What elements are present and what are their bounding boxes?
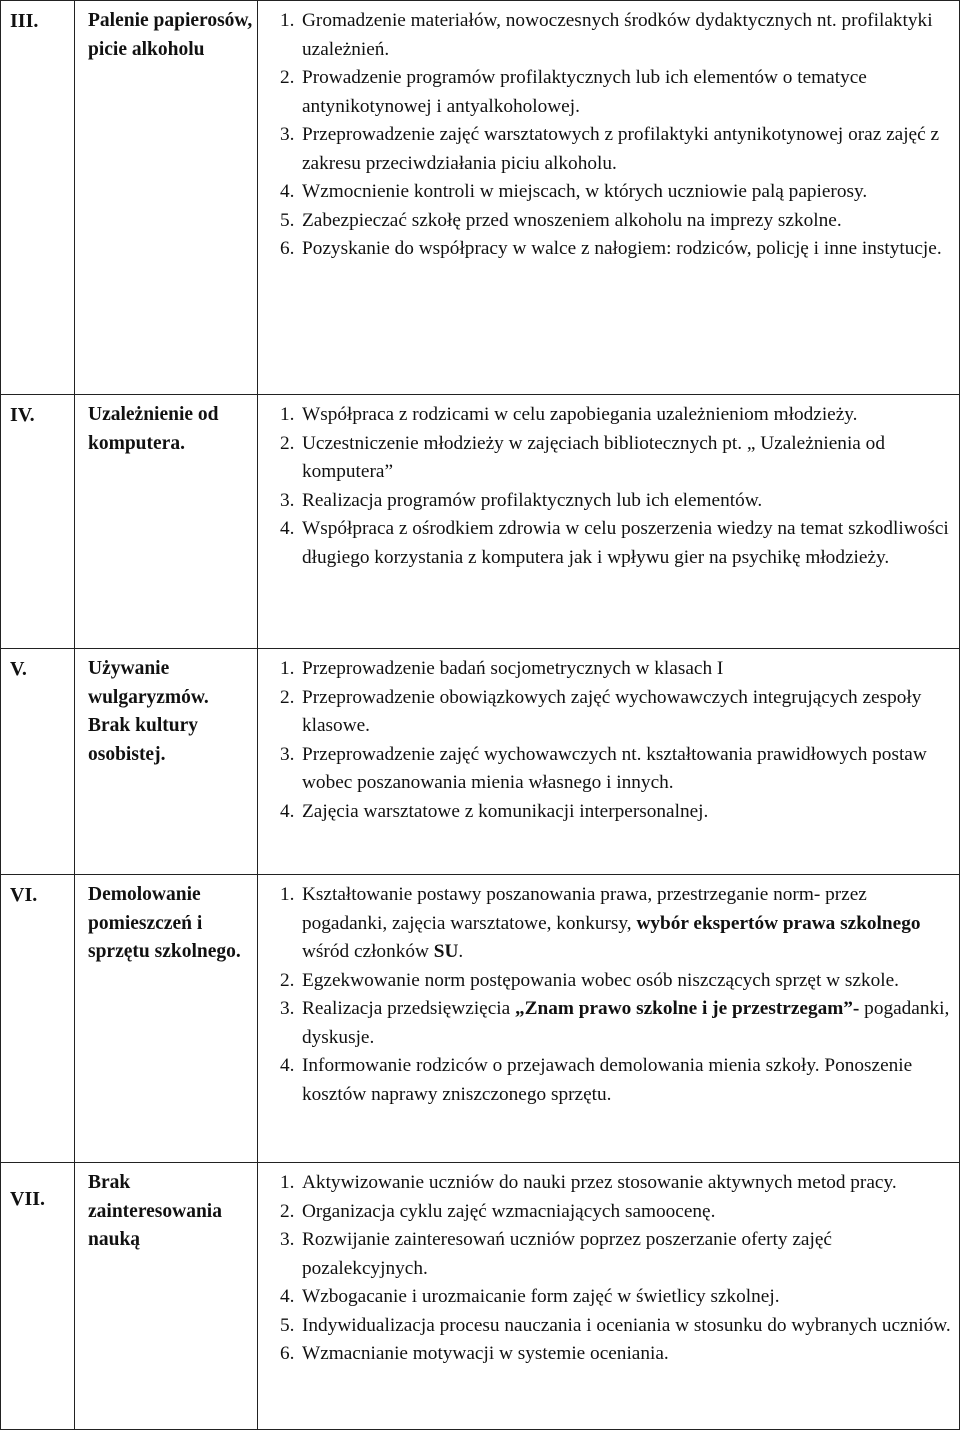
action-text-emphasis: „Znam prawo szkolne i je przestrzegam”-	[515, 998, 860, 1019]
action-item	[280, 64, 951, 121]
problem-title: Demolowanie pomieszczeń i sprzętu szkolnego.	[88, 884, 241, 962]
action-text	[302, 884, 920, 962]
actions-list	[258, 649, 959, 826]
action-item	[280, 1312, 951, 1341]
action-number: 5.	[280, 209, 295, 231]
action-item	[280, 515, 951, 572]
action-number: 1.	[280, 658, 295, 679]
action-text: Indywidualizacja procesu nauczania i oceniania w stosunku do wybranych uczniów.	[302, 1314, 951, 1336]
action-number: 3.	[280, 1229, 295, 1250]
action-text-emphasis: wybór ekspertów prawa szkolnego	[636, 912, 921, 934]
section-number: III.	[10, 10, 39, 32]
action-text-fragment: wśród członków	[302, 941, 434, 962]
action-number: 1.	[280, 884, 295, 905]
action-text: Współpraca z rodzicami w celu zapobiegania uzależnieniom młodzieży.	[302, 404, 858, 425]
action-number: 1.	[280, 1172, 295, 1193]
action-number: 4.	[280, 800, 295, 822]
actions-list	[258, 875, 959, 1109]
section-number: V.	[10, 658, 27, 680]
section-number-cell	[1, 1163, 75, 1430]
action-item	[280, 430, 951, 487]
action-item	[280, 655, 951, 684]
actions-cell	[258, 1, 960, 395]
problem-title: Brak zainteresowania nauką	[88, 1172, 222, 1250]
action-number: 6.	[280, 238, 295, 259]
action-text: Rozwijanie zainteresowań uczniów poprzez poszerzanie oferty zajęć pozalekcyjnych.	[302, 1229, 832, 1279]
prevention-table-body	[1, 1, 960, 1430]
action-item	[280, 7, 951, 64]
action-text: Wzmocnienie kontroli w miejscach, w których uczniowie palą papierosy.	[302, 181, 868, 202]
action-text: Przeprowadzenie badań socjometrycznych w klasach I	[302, 658, 724, 679]
action-text: Egzekwowanie norm postępowania wobec osób niszczących sprzęt w szkole.	[302, 969, 899, 991]
actions-list	[258, 395, 959, 572]
action-text: Wzbogacanie i urozmaicanie form zajęć w świetlicy szkolnej.	[302, 1286, 780, 1307]
action-number: 3.	[280, 489, 295, 511]
action-text: Przeprowadzenie zajęć warsztatowych z profilaktyki antynikotynowej oraz zajęć z zakresu przeciwdziałania piciu alkoholu.	[302, 124, 940, 174]
actions-cell	[258, 875, 960, 1163]
action-item	[280, 178, 951, 207]
action-number: 5.	[280, 1314, 295, 1336]
action-text: Wzmacnianie motywacji w systemie oceniania.	[302, 1343, 669, 1364]
action-text: Pozyskanie do współpracy w walce z nałogiem: rodziców, policję i inne instytucje.	[302, 238, 942, 259]
problem-title: Uzależnienie od komputera.	[88, 404, 219, 454]
action-number: 2.	[280, 432, 295, 454]
section-number: VII.	[10, 1188, 46, 1210]
action-text: Przeprowadzenie obowiązkowych zajęć wychowawczych integrujących zespoły klasowe.	[302, 686, 922, 736]
action-item	[280, 1226, 951, 1283]
problem-cell	[75, 1, 258, 395]
action-text: Prowadzenie programów profilaktycznych lub ich elementów o tematyce antynikotynowej i antyalkoholowej.	[302, 67, 867, 117]
problem-cell	[75, 395, 258, 649]
action-item	[280, 1283, 951, 1312]
action-item	[280, 798, 951, 827]
action-text-fragment: .	[458, 941, 464, 962]
action-text-emphasis: SU	[433, 941, 459, 962]
action-text: Zajęcia warsztatowe z komunikacji interpersonalnej.	[302, 800, 709, 822]
action-item	[280, 235, 951, 264]
action-item	[280, 967, 951, 996]
action-number: 3.	[280, 124, 295, 145]
actions-list	[258, 1163, 959, 1369]
action-number: 4.	[280, 1286, 295, 1307]
action-text-fragment: Kształtowanie postawy poszanowania prawa, przestrzeganie norm- przez pogadanki, zajęcia warsztatowe, konkursy,	[302, 884, 867, 934]
action-item	[280, 401, 951, 430]
action-item	[280, 684, 951, 741]
action-number: 2.	[280, 686, 295, 708]
action-item	[280, 1340, 951, 1369]
action-item	[280, 741, 951, 798]
table-row	[1, 1, 960, 395]
action-number: 6.	[280, 1343, 295, 1364]
action-number: 2.	[280, 1200, 295, 1222]
action-text-fragment: pogadanki, dyskusje.	[302, 998, 950, 1048]
problem-cell	[75, 1163, 258, 1430]
action-number: 1.	[280, 404, 295, 425]
action-text	[302, 998, 949, 1048]
section-number: VI.	[10, 884, 38, 906]
action-number: 3.	[280, 743, 295, 765]
action-text: Współpraca z ośrodkiem zdrowia w celu poszerzenia wiedzy na temat szkodliwości długiego korzystania z komputera jak i wpływu gier na psychikę młodzieży.	[302, 518, 949, 568]
action-item	[280, 1052, 951, 1109]
section-number-cell	[1, 1, 75, 395]
action-item	[280, 881, 951, 967]
action-text: Zabezpieczać szkołę przed wnoszeniem alkoholu na imprezy szkolne.	[302, 209, 842, 231]
action-number: 2.	[280, 969, 295, 991]
action-text: Realizacja programów profilaktycznych lub ich elementów.	[302, 489, 763, 511]
action-number: 4.	[280, 518, 295, 539]
action-number: 4.	[280, 181, 295, 202]
action-item	[280, 487, 951, 516]
action-item	[280, 207, 951, 236]
action-item	[280, 1198, 951, 1227]
action-number: 4.	[280, 1055, 295, 1076]
table-row	[1, 395, 960, 649]
action-text-fragment: Realizacja przedsięwzięcia	[302, 998, 516, 1019]
action-text: Gromadzenie materiałów, nowoczesnych środków dydaktycznych nt. profilaktyki uzależnień.	[302, 10, 933, 60]
section-number-cell	[1, 395, 75, 649]
section-number-cell	[1, 875, 75, 1163]
problem-cell	[75, 649, 258, 875]
section-number-cell	[1, 649, 75, 875]
action-text: Aktywizowanie uczniów do nauki przez stosowanie aktywnych metod pracy.	[302, 1172, 897, 1193]
table-row	[1, 649, 960, 875]
table-row	[1, 1163, 960, 1430]
action-number: 3.	[280, 998, 295, 1019]
problem-title: Palenie papierosów, picie alkoholu	[88, 10, 253, 60]
problem-cell	[75, 875, 258, 1163]
section-number: IV.	[10, 404, 35, 426]
table-row	[1, 875, 960, 1163]
actions-cell	[258, 649, 960, 875]
action-text: Uczestniczenie młodzieży w zajęciach bibliotecznych pt. „ Uzależnienia od komputera”	[302, 432, 885, 482]
action-item	[280, 995, 951, 1052]
action-item	[280, 1169, 951, 1198]
actions-cell	[258, 1163, 960, 1430]
problem-title: Używanie wulgaryzmów. Brak kultury osobistej.	[88, 658, 209, 765]
actions-list	[258, 1, 959, 264]
actions-cell	[258, 395, 960, 649]
action-number: 1.	[280, 10, 295, 31]
action-item	[280, 121, 951, 178]
action-text: Przeprowadzenie zajęć wychowawczych nt. kształtowania prawidłowych postaw wobec poszanowania mienia własnego i innych.	[302, 743, 927, 793]
action-text: Informowanie rodziców o przejawach demolowania mienia szkoły. Ponoszenie kosztów naprawy zniszczonego sprzętu.	[302, 1055, 913, 1105]
action-number: 2.	[280, 67, 295, 88]
action-text: Organizacja cyklu zajęć wzmacniających samoocenę.	[302, 1200, 716, 1222]
